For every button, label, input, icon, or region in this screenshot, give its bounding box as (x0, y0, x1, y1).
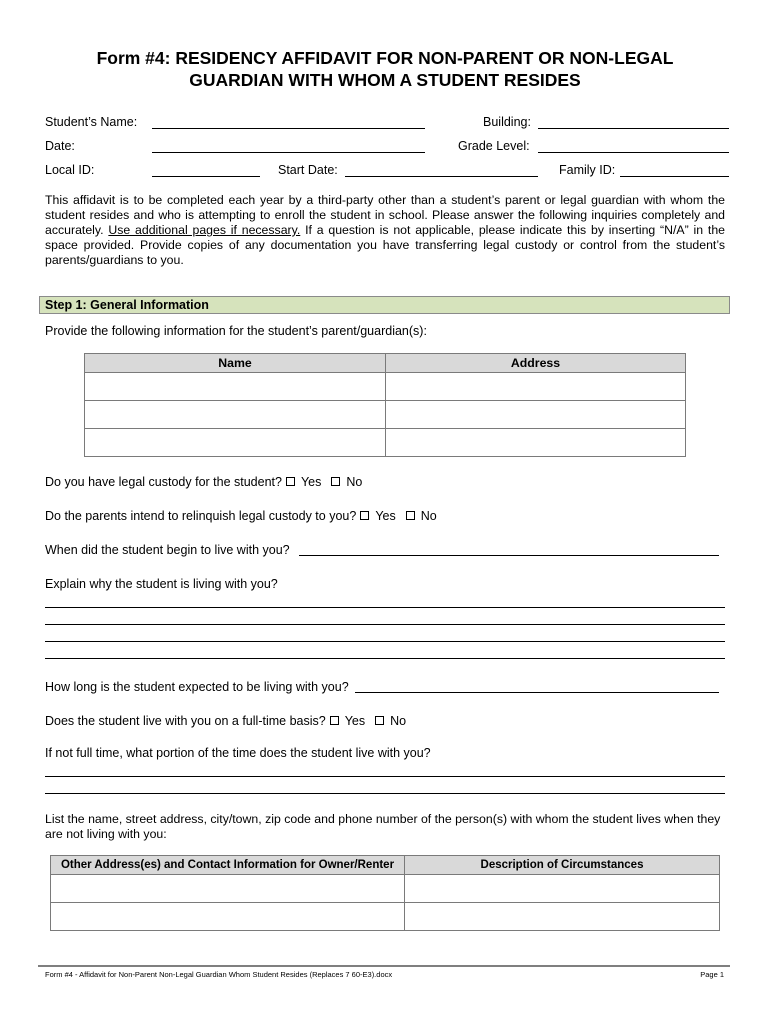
parent-address-cell[interactable] (386, 373, 686, 401)
full-time-text: Does the student live with you on a full-time basis? (45, 714, 326, 728)
start-date-field[interactable] (345, 176, 538, 177)
footer-divider (38, 965, 730, 967)
explain-why-line[interactable] (45, 641, 725, 642)
legal-custody-no-label: No (346, 475, 363, 489)
table-row (51, 875, 720, 903)
relinquish-no-label: No (420, 509, 437, 523)
date-label: Date: (45, 139, 75, 153)
relinquish-custody-question (45, 509, 437, 523)
circumstances-cell[interactable] (405, 903, 720, 931)
table-row (51, 903, 720, 931)
intro-paragraph (45, 193, 725, 268)
form-title-line-2: GUARDIAN WITH WHOM A STUDENT RESIDES (189, 70, 581, 90)
explain-why-line[interactable] (45, 624, 725, 625)
parent-guardian-instruction: Provide the following information for the student’s parent/guardian(s): (45, 324, 427, 338)
how-long-question: How long is the student expected to be living with you? (45, 680, 349, 694)
parent-address-cell[interactable] (386, 401, 686, 429)
how-long-field[interactable] (355, 692, 719, 693)
list-persons-instruction: List the name, street address, city/town, zip code and phone number of the person(s) with whom the student lives when they are not living with you: (45, 812, 721, 841)
full-time-question (45, 714, 406, 728)
other-address-table (50, 855, 720, 931)
legal-custody-no-checkbox[interactable] (331, 477, 340, 486)
relinquish-yes-checkbox[interactable] (360, 511, 369, 520)
family-id-label: Family ID: (559, 163, 616, 177)
name-column-header: Name (85, 354, 386, 373)
date-field[interactable] (152, 152, 425, 153)
form-title-line-1: Form #4: RESIDENCY AFFIDAVIT FOR NON-PARENT OR NON-LEGAL (96, 48, 674, 68)
table-row (85, 429, 686, 457)
student-name-field[interactable] (152, 128, 425, 129)
legal-custody-yes-checkbox[interactable] (286, 477, 295, 486)
other-address-cell[interactable] (51, 903, 405, 931)
other-address-column-header: Other Address(es) and Contact Information for Owner/Renter (51, 856, 405, 875)
local-id-label: Local ID: (45, 163, 95, 177)
grade-level-field[interactable] (538, 152, 729, 153)
legal-custody-question (45, 475, 362, 489)
parent-name-cell[interactable] (85, 401, 386, 429)
parent-name-cell[interactable] (85, 429, 386, 457)
relinquish-no-checkbox[interactable] (406, 511, 415, 520)
explain-why-line[interactable] (45, 658, 725, 659)
parent-name-cell[interactable] (85, 373, 386, 401)
full-time-yes-label: Yes (344, 714, 366, 728)
intro-text-part-2: If a question is not applicable, please indicate this by inserting “N/A” in the space provided. Provide copies of any documentation you have transferring legal custody or control from the student’s parents/guardians to you. (45, 223, 725, 267)
footer-filename: Form #4 - Affidavit for Non-Parent Non-Legal Guardian Whom Student Resides (Replaces 7 60-E3).docx (45, 970, 393, 979)
explain-why-line[interactable] (45, 607, 725, 608)
parent-address-cell[interactable] (386, 429, 686, 457)
intro-underlined-text: Use additional pages if necessary. (108, 223, 301, 237)
full-time-no-label: No (390, 714, 407, 728)
relinquish-yes-label: Yes (375, 509, 396, 523)
legal-custody-yes-label: Yes (300, 475, 322, 489)
student-name-label: Student’s Name: (45, 115, 138, 129)
footer-page-number: Page 1 (700, 970, 724, 979)
step-1-heading: Step 1: General Information (39, 296, 730, 314)
full-time-yes-checkbox[interactable] (330, 716, 339, 725)
relinquish-text: Do the parents intend to relinquish legal custody to you? (45, 509, 357, 523)
family-id-field[interactable] (620, 176, 729, 177)
circumstances-cell[interactable] (405, 875, 720, 903)
building-field[interactable] (538, 128, 729, 129)
portion-question: If not full time, what portion of the time does the student live with you? (45, 746, 431, 760)
circumstances-column-header: Description of Circumstances (405, 856, 720, 875)
other-address-cell[interactable] (51, 875, 405, 903)
address-column-header: Address (386, 354, 686, 373)
portion-line[interactable] (45, 776, 725, 777)
local-id-field[interactable] (152, 176, 260, 177)
table-row (85, 373, 686, 401)
full-time-no-checkbox[interactable] (375, 716, 384, 725)
portion-line[interactable] (45, 793, 725, 794)
intro-text-part-1: This affidavit is to be completed each year by a third-party other than a student’s parent or legal guardian with whom the student resides and who is attempting to enroll the student in school. Please answer the following inquiries completely and accurately. (45, 193, 725, 237)
explain-why-question: Explain why the student is living with you? (45, 577, 278, 591)
legal-custody-text: Do you have legal custody for the student? (45, 475, 282, 489)
building-label: Building: (483, 115, 531, 129)
parent-guardian-table (84, 353, 686, 457)
grade-level-label: Grade Level: (458, 139, 530, 153)
begin-live-question: When did the student begin to live with you? (45, 543, 290, 557)
start-date-label: Start Date: (278, 163, 338, 177)
begin-live-field[interactable] (299, 555, 719, 556)
table-row (85, 401, 686, 429)
